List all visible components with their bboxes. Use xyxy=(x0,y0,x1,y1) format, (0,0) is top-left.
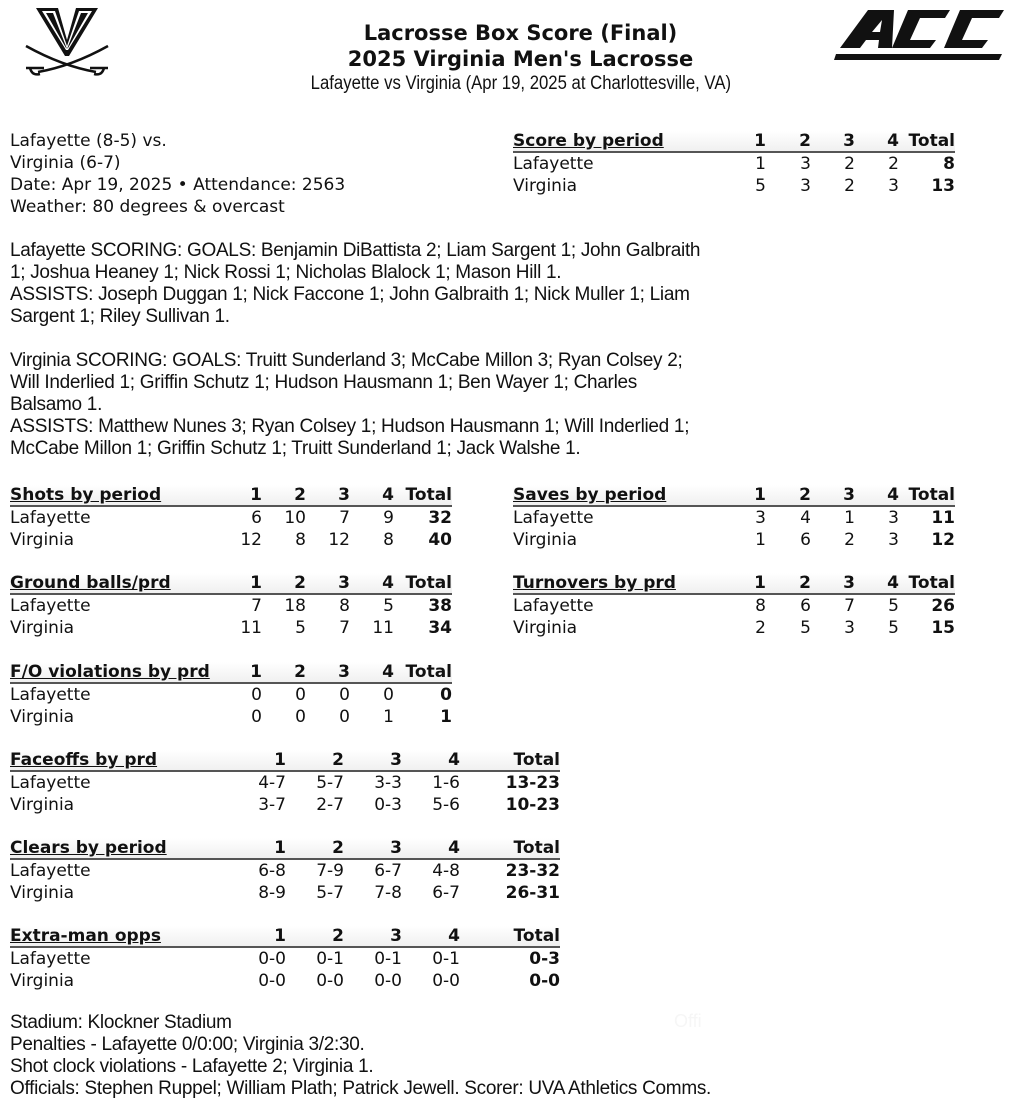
total-cell: 34 xyxy=(428,618,452,638)
table-header-row xyxy=(10,485,452,506)
cell: 2 xyxy=(888,154,899,174)
cell: 7 xyxy=(339,508,350,528)
virginia-scoring xyxy=(10,350,810,460)
table-row xyxy=(10,882,560,904)
cell: 8 xyxy=(755,596,766,616)
total-cell: 12 xyxy=(931,530,955,550)
cell: 2 xyxy=(844,176,855,196)
table-header-row xyxy=(10,573,452,594)
total-cell: 38 xyxy=(428,596,452,616)
cell: 3 xyxy=(844,618,855,638)
cell: 5-7 xyxy=(316,773,344,793)
col-header: 1 xyxy=(228,926,286,947)
team-name: Virginia xyxy=(513,176,578,196)
col-header: 3 xyxy=(306,485,350,506)
report-title: Lacrosse Box Score (Final) xyxy=(363,21,678,45)
cell: 5-6 xyxy=(432,795,460,815)
col-header: 1 xyxy=(721,485,766,506)
team-name: Lafayette xyxy=(10,949,91,969)
cell: 18 xyxy=(284,596,306,616)
lafayette-scoring xyxy=(10,240,810,328)
col-header: 2 xyxy=(286,838,344,859)
team-name: Virginia xyxy=(10,971,75,991)
cell: 3 xyxy=(800,154,811,174)
cell: 3 xyxy=(755,508,766,528)
col-header: Total xyxy=(899,573,955,594)
table-row xyxy=(10,970,560,992)
table-row xyxy=(10,859,560,882)
col-header: 3 xyxy=(344,926,402,947)
cell: 0-0 xyxy=(316,971,344,991)
cell: 8 xyxy=(295,530,306,550)
table-header-row xyxy=(10,750,560,771)
cell: 5 xyxy=(888,596,899,616)
cell: 0 xyxy=(295,707,306,727)
cell: 2 xyxy=(844,530,855,550)
team-name: Lafayette xyxy=(10,685,91,705)
cell: 5-7 xyxy=(316,883,344,903)
extra-man-table xyxy=(10,926,560,992)
team-name: Lafayette xyxy=(513,508,594,528)
weather: Weather: 80 degrees & overcast xyxy=(10,197,285,217)
cell: 2-7 xyxy=(316,795,344,815)
col-header: 1 xyxy=(228,750,286,771)
ghost-artifact-text: Offi xyxy=(674,1011,702,1031)
team-name: Virginia xyxy=(513,618,578,638)
table-row xyxy=(10,947,560,970)
cell: 5 xyxy=(755,176,766,196)
game-notes xyxy=(10,1012,711,1100)
team-name: Lafayette xyxy=(10,596,91,616)
cell: 0 xyxy=(383,685,394,705)
cell: 3-7 xyxy=(258,795,286,815)
team-name: Lafayette xyxy=(10,773,91,793)
total-cell: 1 xyxy=(440,707,452,727)
table-title: F/O violations by prd xyxy=(10,662,218,683)
table-title: Saves by period xyxy=(513,485,721,506)
table-title: Clears by period xyxy=(10,838,228,859)
col-header: 1 xyxy=(218,485,262,506)
cell: 2 xyxy=(755,618,766,638)
cell: 6-7 xyxy=(374,861,402,881)
col-header: Total xyxy=(394,573,452,594)
cell: 6-7 xyxy=(432,883,460,903)
cell: 0 xyxy=(339,707,350,727)
col-header: 4 xyxy=(350,662,394,683)
cell: 0 xyxy=(339,685,350,705)
col-header: 1 xyxy=(218,662,262,683)
total-cell: 8 xyxy=(943,154,955,174)
cell: 2 xyxy=(844,154,855,174)
cell: 0 xyxy=(251,707,262,727)
team-name: Virginia xyxy=(10,530,75,550)
cell: 6-8 xyxy=(258,861,286,881)
team-name: Lafayette xyxy=(513,596,594,616)
cell: 3 xyxy=(800,176,811,196)
table-title: Extra-man opps xyxy=(10,926,228,947)
cell: 6 xyxy=(800,530,811,550)
col-header: 1 xyxy=(721,131,766,152)
table-header-row xyxy=(513,573,955,594)
scoring-line: Sargent 1; Riley Sullivan 1. xyxy=(10,306,230,327)
total-cell: 15 xyxy=(931,618,955,638)
col-header: 4 xyxy=(855,485,899,506)
table-row xyxy=(10,683,452,706)
cell: 7-9 xyxy=(316,861,344,881)
col-header: 2 xyxy=(766,573,811,594)
cell: 1-6 xyxy=(432,773,460,793)
ground-balls-table xyxy=(10,573,452,639)
table-header-row xyxy=(513,485,955,506)
cell: 1 xyxy=(844,508,855,528)
cell: 10 xyxy=(284,508,306,528)
col-header: 4 xyxy=(402,750,460,771)
total-cell: 13-23 xyxy=(505,773,560,793)
penalties-line: Penalties - Lafayette 0/0:00; Virginia 3/2:30. xyxy=(10,1034,365,1055)
team-name: Lafayette xyxy=(513,154,594,174)
cell: 0-0 xyxy=(374,971,402,991)
fo-violations-table xyxy=(10,662,452,728)
total-cell: 26-31 xyxy=(505,883,560,903)
total-cell: 0-0 xyxy=(529,971,560,991)
col-header: 2 xyxy=(286,926,344,947)
date-attendance: Date: Apr 19, 2025 • Attendance: 2563 xyxy=(10,175,346,195)
table-row xyxy=(10,771,560,794)
scoring-line: ASSISTS: Joseph Duggan 1; Nick Faccone 1; John Galbraith 1; Nick Muller 1; Liam xyxy=(10,284,690,305)
col-header: Total xyxy=(460,838,560,859)
cell: 5 xyxy=(800,618,811,638)
table-header-row xyxy=(10,926,560,947)
table-row xyxy=(513,506,955,529)
cell: 8 xyxy=(383,530,394,550)
table-row xyxy=(10,594,452,617)
cell: 0-1 xyxy=(374,949,402,969)
cell: 7 xyxy=(339,618,350,638)
cell: 1 xyxy=(755,530,766,550)
scoring-line: Will Inderlied 1; Griffin Schutz 1; Hudson Hausmann 1; Ben Wayer 1; Charles xyxy=(10,372,637,393)
report-header xyxy=(0,20,1011,96)
col-header: Total xyxy=(394,485,452,506)
cell: 7 xyxy=(844,596,855,616)
col-header: Total xyxy=(460,750,560,771)
saves-table xyxy=(513,485,955,551)
cell: 7-8 xyxy=(374,883,402,903)
col-header: 3 xyxy=(306,662,350,683)
total-cell: 40 xyxy=(428,530,452,550)
cell: 4-7 xyxy=(258,773,286,793)
cell: 0-3 xyxy=(374,795,402,815)
table-row xyxy=(10,794,560,816)
total-cell: 11 xyxy=(931,508,955,528)
col-header: 1 xyxy=(228,838,286,859)
col-header: Total xyxy=(899,131,955,152)
team-name: Virginia xyxy=(10,707,75,727)
table-header-row xyxy=(10,838,560,859)
col-header: 3 xyxy=(344,750,402,771)
table-title: Ground balls/prd xyxy=(10,573,218,594)
scoring-line: Balsamo 1. xyxy=(10,394,103,415)
table-row xyxy=(513,152,955,175)
col-header: Total xyxy=(899,485,955,506)
cell: 7 xyxy=(251,596,262,616)
cell: 8-9 xyxy=(258,883,286,903)
cell: 0 xyxy=(295,685,306,705)
cell: 6 xyxy=(800,596,811,616)
col-header: 3 xyxy=(306,573,350,594)
scoring-line: 1; Joshua Heaney 1; Nick Rossi 1; Nicholas Blalock 1; Mason Hill 1. xyxy=(10,262,562,283)
team-name: Virginia xyxy=(513,530,578,550)
col-header: 2 xyxy=(262,662,306,683)
table-title: Shots by period xyxy=(10,485,218,506)
col-header: Total xyxy=(460,926,560,947)
table-row xyxy=(10,529,452,551)
col-header: 4 xyxy=(350,485,394,506)
cell: 5 xyxy=(295,618,306,638)
table-row xyxy=(513,175,955,197)
cell: 5 xyxy=(383,596,394,616)
cell: 11 xyxy=(240,618,262,638)
team-name: Virginia xyxy=(10,618,75,638)
cell: 9 xyxy=(383,508,394,528)
table-header-row xyxy=(513,131,955,152)
col-header: 2 xyxy=(262,485,306,506)
total-cell: 32 xyxy=(428,508,452,528)
matchup-line: Lafayette vs Virginia (Apr 19, 2025 at Charlottesville, VA) xyxy=(310,73,731,94)
col-header: 2 xyxy=(286,750,344,771)
col-header: 3 xyxy=(811,573,855,594)
cell: 3 xyxy=(888,530,899,550)
total-cell: 13 xyxy=(931,176,955,196)
col-header: 3 xyxy=(811,131,855,152)
cell: 3-3 xyxy=(374,773,402,793)
cell: 0 xyxy=(251,685,262,705)
col-header: 2 xyxy=(766,131,811,152)
home-record: Virginia (6-7) xyxy=(10,153,121,173)
table-row xyxy=(513,617,955,639)
officials-line: Officials: Stephen Ruppel; William Plath; Patrick Jewell. Scorer: UVA Athletics Comms. xyxy=(10,1078,712,1099)
cell: 3 xyxy=(888,176,899,196)
col-header: 4 xyxy=(402,926,460,947)
table-row xyxy=(10,617,452,639)
col-header: 1 xyxy=(218,573,262,594)
visitor-record: Lafayette (8-5) vs. xyxy=(10,131,167,151)
col-header: 4 xyxy=(855,573,899,594)
cell: 12 xyxy=(328,530,350,550)
table-row xyxy=(513,594,955,617)
col-header: 3 xyxy=(344,838,402,859)
total-cell: 0 xyxy=(440,685,452,705)
score-by-period-table xyxy=(513,131,955,197)
shots-table xyxy=(10,485,452,551)
cell: 0-0 xyxy=(258,971,286,991)
table-row xyxy=(10,706,452,728)
cell: 0-0 xyxy=(258,949,286,969)
total-cell: 0-3 xyxy=(529,949,560,969)
cell: 6 xyxy=(251,508,262,528)
scoring-line: McCabe Millon 1; Griffin Schutz 1; Truitt Sunderland 1; Jack Walshe 1. xyxy=(10,438,581,459)
col-header: 4 xyxy=(350,573,394,594)
col-header: Total xyxy=(394,662,452,683)
table-row xyxy=(10,506,452,529)
scoring-line: Virginia SCORING: GOALS: Truitt Sunderland 3; McCabe Millon 3; Ryan Colsey 2; xyxy=(10,350,683,371)
total-cell: 26 xyxy=(931,596,955,616)
col-header: 4 xyxy=(855,131,899,152)
cell: 5 xyxy=(888,618,899,638)
cell: 0-0 xyxy=(432,971,460,991)
table-title: Turnovers by prd xyxy=(513,573,721,594)
stadium-line: Stadium: Klockner Stadium xyxy=(10,1012,232,1033)
table-title: Faceoffs by prd xyxy=(10,750,228,771)
scoring-line: ASSISTS: Matthew Nunes 3; Ryan Colsey 1; Hudson Hausmann 1; Will Inderlied 1; xyxy=(10,416,690,437)
col-header: 2 xyxy=(766,485,811,506)
table-row xyxy=(513,529,955,551)
shot-clock-line: Shot clock violations - Lafayette 2; Virginia 1. xyxy=(10,1056,374,1077)
table-header-row xyxy=(10,662,452,683)
team-name: Virginia xyxy=(10,795,75,815)
team-name: Virginia xyxy=(10,883,75,903)
cell: 11 xyxy=(372,618,394,638)
col-header: 2 xyxy=(262,573,306,594)
table-title: Score by period xyxy=(513,131,721,152)
team-name: Lafayette xyxy=(10,508,91,528)
cell: 3 xyxy=(888,508,899,528)
cell: 12 xyxy=(240,530,262,550)
turnovers-table xyxy=(513,573,955,639)
total-cell: 10-23 xyxy=(505,795,560,815)
clears-table xyxy=(10,838,560,904)
cell: 1 xyxy=(383,707,394,727)
col-header: 4 xyxy=(402,838,460,859)
cell: 4 xyxy=(800,508,811,528)
col-header: 1 xyxy=(721,573,766,594)
report-subtitle: 2025 Virginia Men's Lacrosse xyxy=(347,47,694,71)
cell: 0-1 xyxy=(316,949,344,969)
cell: 8 xyxy=(339,596,350,616)
col-header: 3 xyxy=(811,485,855,506)
cell: 1 xyxy=(755,154,766,174)
faceoffs-table xyxy=(10,750,560,816)
scoring-line: Lafayette SCORING: GOALS: Benjamin DiBattista 2; Liam Sargent 1; John Galbraith xyxy=(10,240,701,261)
cell: 4-8 xyxy=(432,861,460,881)
team-name: Lafayette xyxy=(10,861,91,881)
game-info xyxy=(10,130,345,218)
cell: 0-1 xyxy=(432,949,460,969)
total-cell: 23-32 xyxy=(505,861,560,881)
